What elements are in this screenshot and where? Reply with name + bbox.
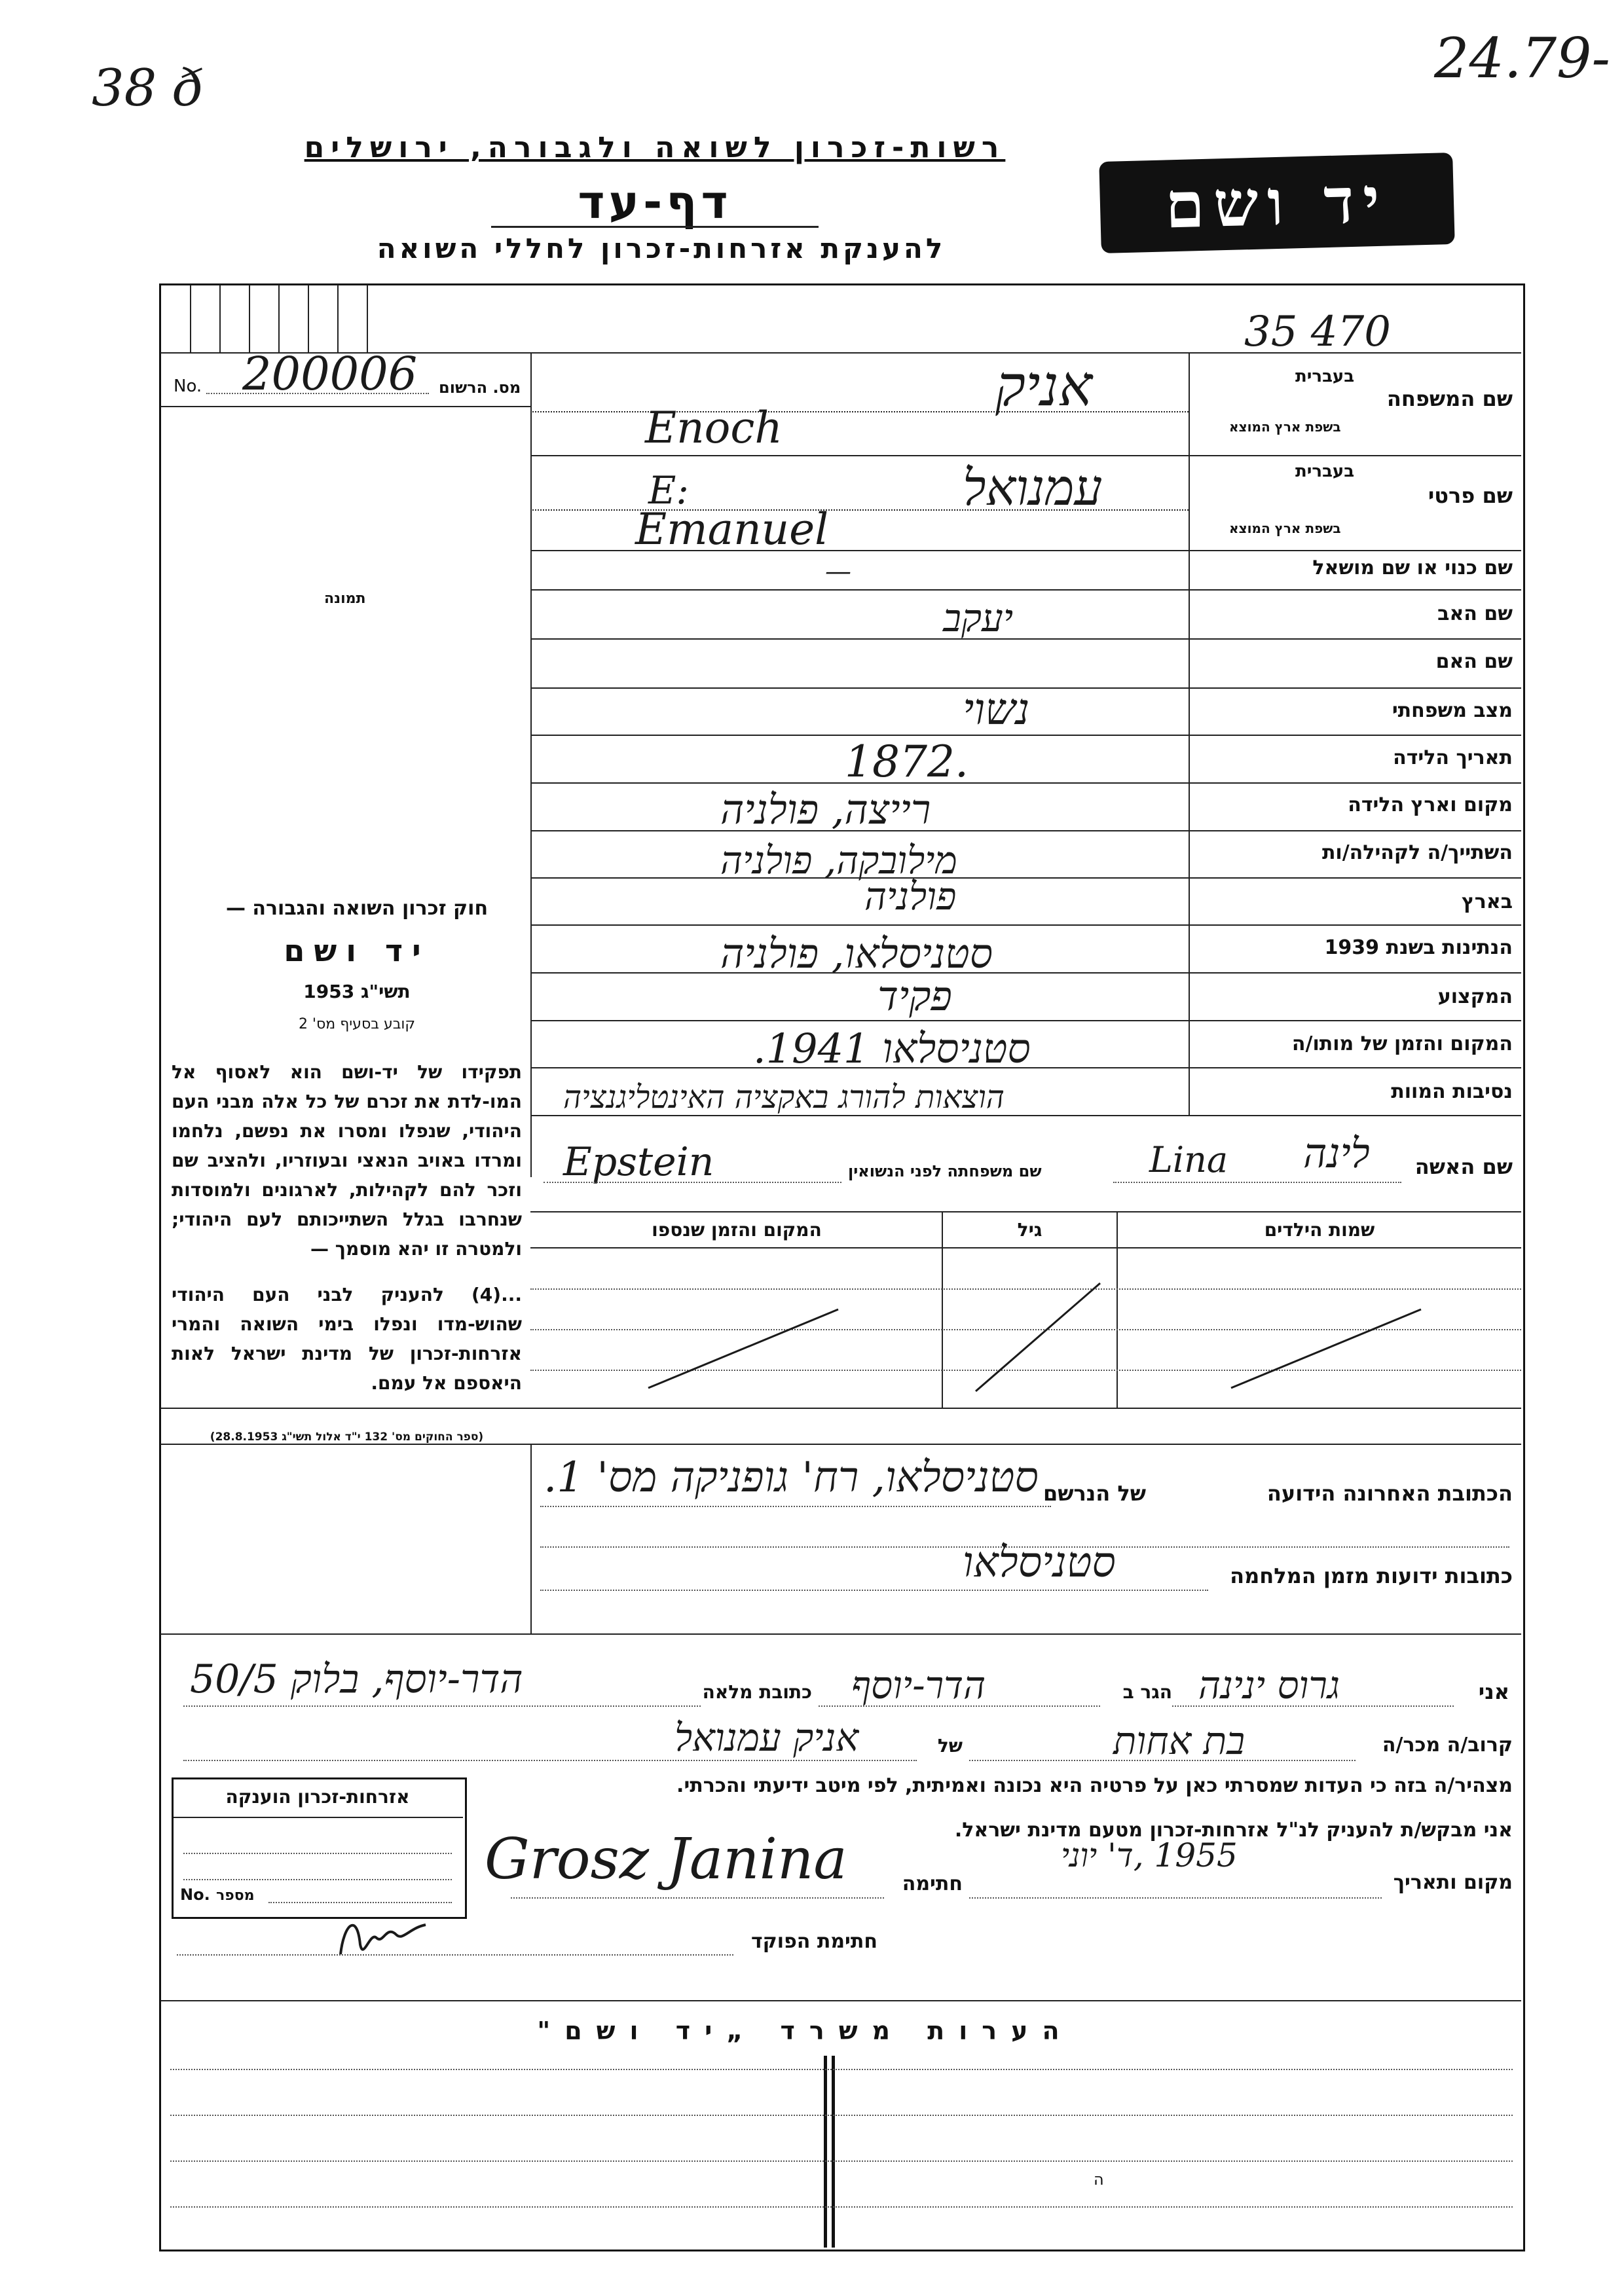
law-citation: (ספר החוקים מס' 132 י"ד אלול תשי"ג 28.8.1953) <box>210 1430 484 1444</box>
family-name-origin-value: Enoch <box>645 403 783 453</box>
death-place-value: סטניסלאו 1941. <box>753 1025 1031 1072</box>
signature-label: חתימה <box>902 1872 963 1895</box>
declarant-signature: Grosz Janina <box>485 1827 847 1892</box>
full-address-label: כתובת מלאה <box>702 1681 812 1703</box>
marital-value: נשוי <box>963 684 1030 735</box>
profession-label: המקצוע <box>1437 985 1513 1008</box>
marital-label: מצב משפחתי <box>1392 699 1513 722</box>
citizenship-1939-value: סטניסלאו, פולניה <box>720 930 993 977</box>
death-circumstances-label: נסיבות המוות <box>1391 1080 1513 1103</box>
family-name-hebrew-label: בעברית <box>1295 367 1355 386</box>
nickname-value: — <box>825 556 851 587</box>
law-paragraph-2: ...(4) להעניק לבני העם היהודי שהוש-מדו ונפלו בימי השואה והמרי אזרחות-זכרון של מדינת ישראל לאות היאספם אל עמם. <box>172 1284 522 1394</box>
profession-value: פקיד <box>877 972 952 1020</box>
community-label: השתייך/ה לקהילה/ות <box>1321 841 1513 864</box>
father-value: יעקב <box>943 596 1014 640</box>
last-address-label: הכתובת האחרונה הידועה <box>1266 1481 1513 1506</box>
of-label: של <box>937 1735 963 1757</box>
top-right-note: 24.79- <box>1434 26 1610 90</box>
death-circumstances-value: הוצאות להורג באקציה האינטליגנציה <box>563 1079 1005 1116</box>
wife-name-latin: Lina <box>1149 1139 1228 1180</box>
relative-label: קרוב/ה מכר/ה <box>1382 1734 1513 1757</box>
registration-number: 200006 <box>242 347 418 401</box>
officer-signature-label: חתימת הפוקד <box>751 1930 877 1953</box>
children-age-header: גיל <box>1017 1219 1043 1241</box>
first-name-hebrew-label: בעברית <box>1295 462 1355 481</box>
citizenship-no-label: No. <box>180 1886 210 1904</box>
relation-value: בת אחות <box>1113 1719 1246 1763</box>
first-name-origin-label: בשפת ארץ המוצא <box>1229 520 1341 536</box>
of-value: אניק עמנואל <box>674 1715 859 1760</box>
reg-he-label: מס. הרשום <box>439 378 521 397</box>
family-name-origin-label: בשפת ארץ המוצא <box>1229 419 1341 435</box>
resides-label: הגר ב <box>1122 1681 1172 1703</box>
reg-no-label: No. <box>174 376 202 396</box>
nickname-label: שם כנוי או שם מושאל <box>1312 556 1513 579</box>
form-subtitle: להענקת אזרחות-זכרון לחללי השואה <box>377 232 946 264</box>
country-value: פולניה <box>864 874 957 919</box>
war-address-label: כתובות ידועות מזמן המלחמה <box>1230 1563 1513 1588</box>
form-title: דף-עד <box>578 175 732 229</box>
declarant-full-address: הדר-יוסף, בלוק 50/5 <box>190 1656 523 1702</box>
family-name-hebrew-value: אניק <box>995 354 1093 419</box>
law-paragraph-1: תפקידו של יד-ושם הוא לאסוף אל המו-לדת את זכרם של כל אלה מבני העם היהודי, שנפלו ומסרו את נפשם, נלחמו ומרדו באויב הנאצי ובעוזריו, ולהציב שם וזכר להם לקהילות, לארגונים ולמוסדות שנחרבו בגלל השתייכותם לעם היהודי; ולמטרה זו יהא מוסמך — <box>172 1061 522 1260</box>
law-title: חוק זכרון השואה והגבורה — <box>225 897 489 920</box>
family-name-label: שם המשפחה <box>1386 386 1513 411</box>
wife-name-hebrew: לינה <box>1303 1129 1370 1177</box>
children-names-header: שמות הילדים <box>1264 1219 1375 1241</box>
children-strikethrough <box>530 1247 1521 1408</box>
birth-date-label: תאריך הלידה <box>1393 746 1513 769</box>
remarks-title: הערות משרד „יד ושם" <box>537 2016 1074 2045</box>
birth-place-value: רייצה, פולניה <box>720 786 931 833</box>
mother-label: שם האם <box>1435 650 1513 673</box>
org-line: רשות-זכרון לשואה ולגבורה, ירושלים <box>304 131 1006 164</box>
law-section: קובע בסעיף מס' 2 <box>298 1016 416 1032</box>
community-value: מילובקה, פולניה <box>720 838 957 883</box>
declarant-i-label: אני <box>1478 1679 1509 1704</box>
declarant-city: הדר-יוסף <box>851 1663 986 1707</box>
wife-maiden-value: Epstein <box>563 1139 714 1185</box>
place-date-value: 1955 ,ד' יוני <box>1061 1836 1238 1874</box>
form-number: 35 470 <box>1244 308 1391 356</box>
children-place-header: המקום והזמן שנספו <box>652 1219 822 1241</box>
death-place-label: המקום והזמן של מותו/ה <box>1291 1032 1513 1055</box>
wife-label: שם האשה <box>1414 1154 1513 1179</box>
birth-place-label: מקום וארץ הלידה <box>1348 793 1513 816</box>
citizenship-number-label: מספר <box>216 1887 255 1904</box>
law-year: תשי"ג 1953 <box>303 981 411 1002</box>
wife-maiden-label: שם משפחתה לפני הנשואין <box>848 1162 1042 1180</box>
request-text: אני מבקש/ת להעניק לנ"ל אזרחות-זכרון מטעם מדינת ישראל. <box>954 1819 1513 1842</box>
first-name-origin-value: Emanuel <box>635 504 829 555</box>
footer-mark: ה <box>1094 2170 1104 2189</box>
top-left-note: 38 ð <box>92 59 204 118</box>
father-label: שם האב <box>1437 602 1513 625</box>
country-label: בארץ <box>1461 890 1513 913</box>
photo-label: תמונה <box>324 591 366 607</box>
logo-text: יד ושם <box>1164 162 1390 243</box>
first-name-hebrew-value: עמנואל <box>963 458 1103 517</box>
yad-vashem-logo <box>1099 153 1454 253</box>
last-address-value: סטניסלאו, רח' גופניקה מס' 1. <box>544 1453 1039 1502</box>
declarant-name: גרוס ינינה <box>1198 1663 1340 1707</box>
law-name: יד ושם <box>284 933 430 968</box>
first-name-prefix: E: <box>648 468 689 513</box>
citizenship-1939-label: הנתינות בשנת 1939 <box>1324 936 1513 959</box>
last-address-label-b: של הנרשם <box>1043 1481 1146 1506</box>
declaration-text: מצהיר/ה בזה כי העדות שמסרתי כאן על פרטיה היא נכונה ואמיתית, לפי מיטב ידיעתי והכרתי. <box>676 1774 1513 1797</box>
birth-date-value: 1872. <box>845 737 969 787</box>
place-date-label: מקום ותאריך <box>1393 1871 1513 1894</box>
war-address-value: סטניסלאו <box>963 1539 1116 1587</box>
first-name-label: שם פרטי <box>1428 483 1513 508</box>
citizenship-box-title: אזרחות-זכרון הוענקה <box>225 1786 410 1808</box>
